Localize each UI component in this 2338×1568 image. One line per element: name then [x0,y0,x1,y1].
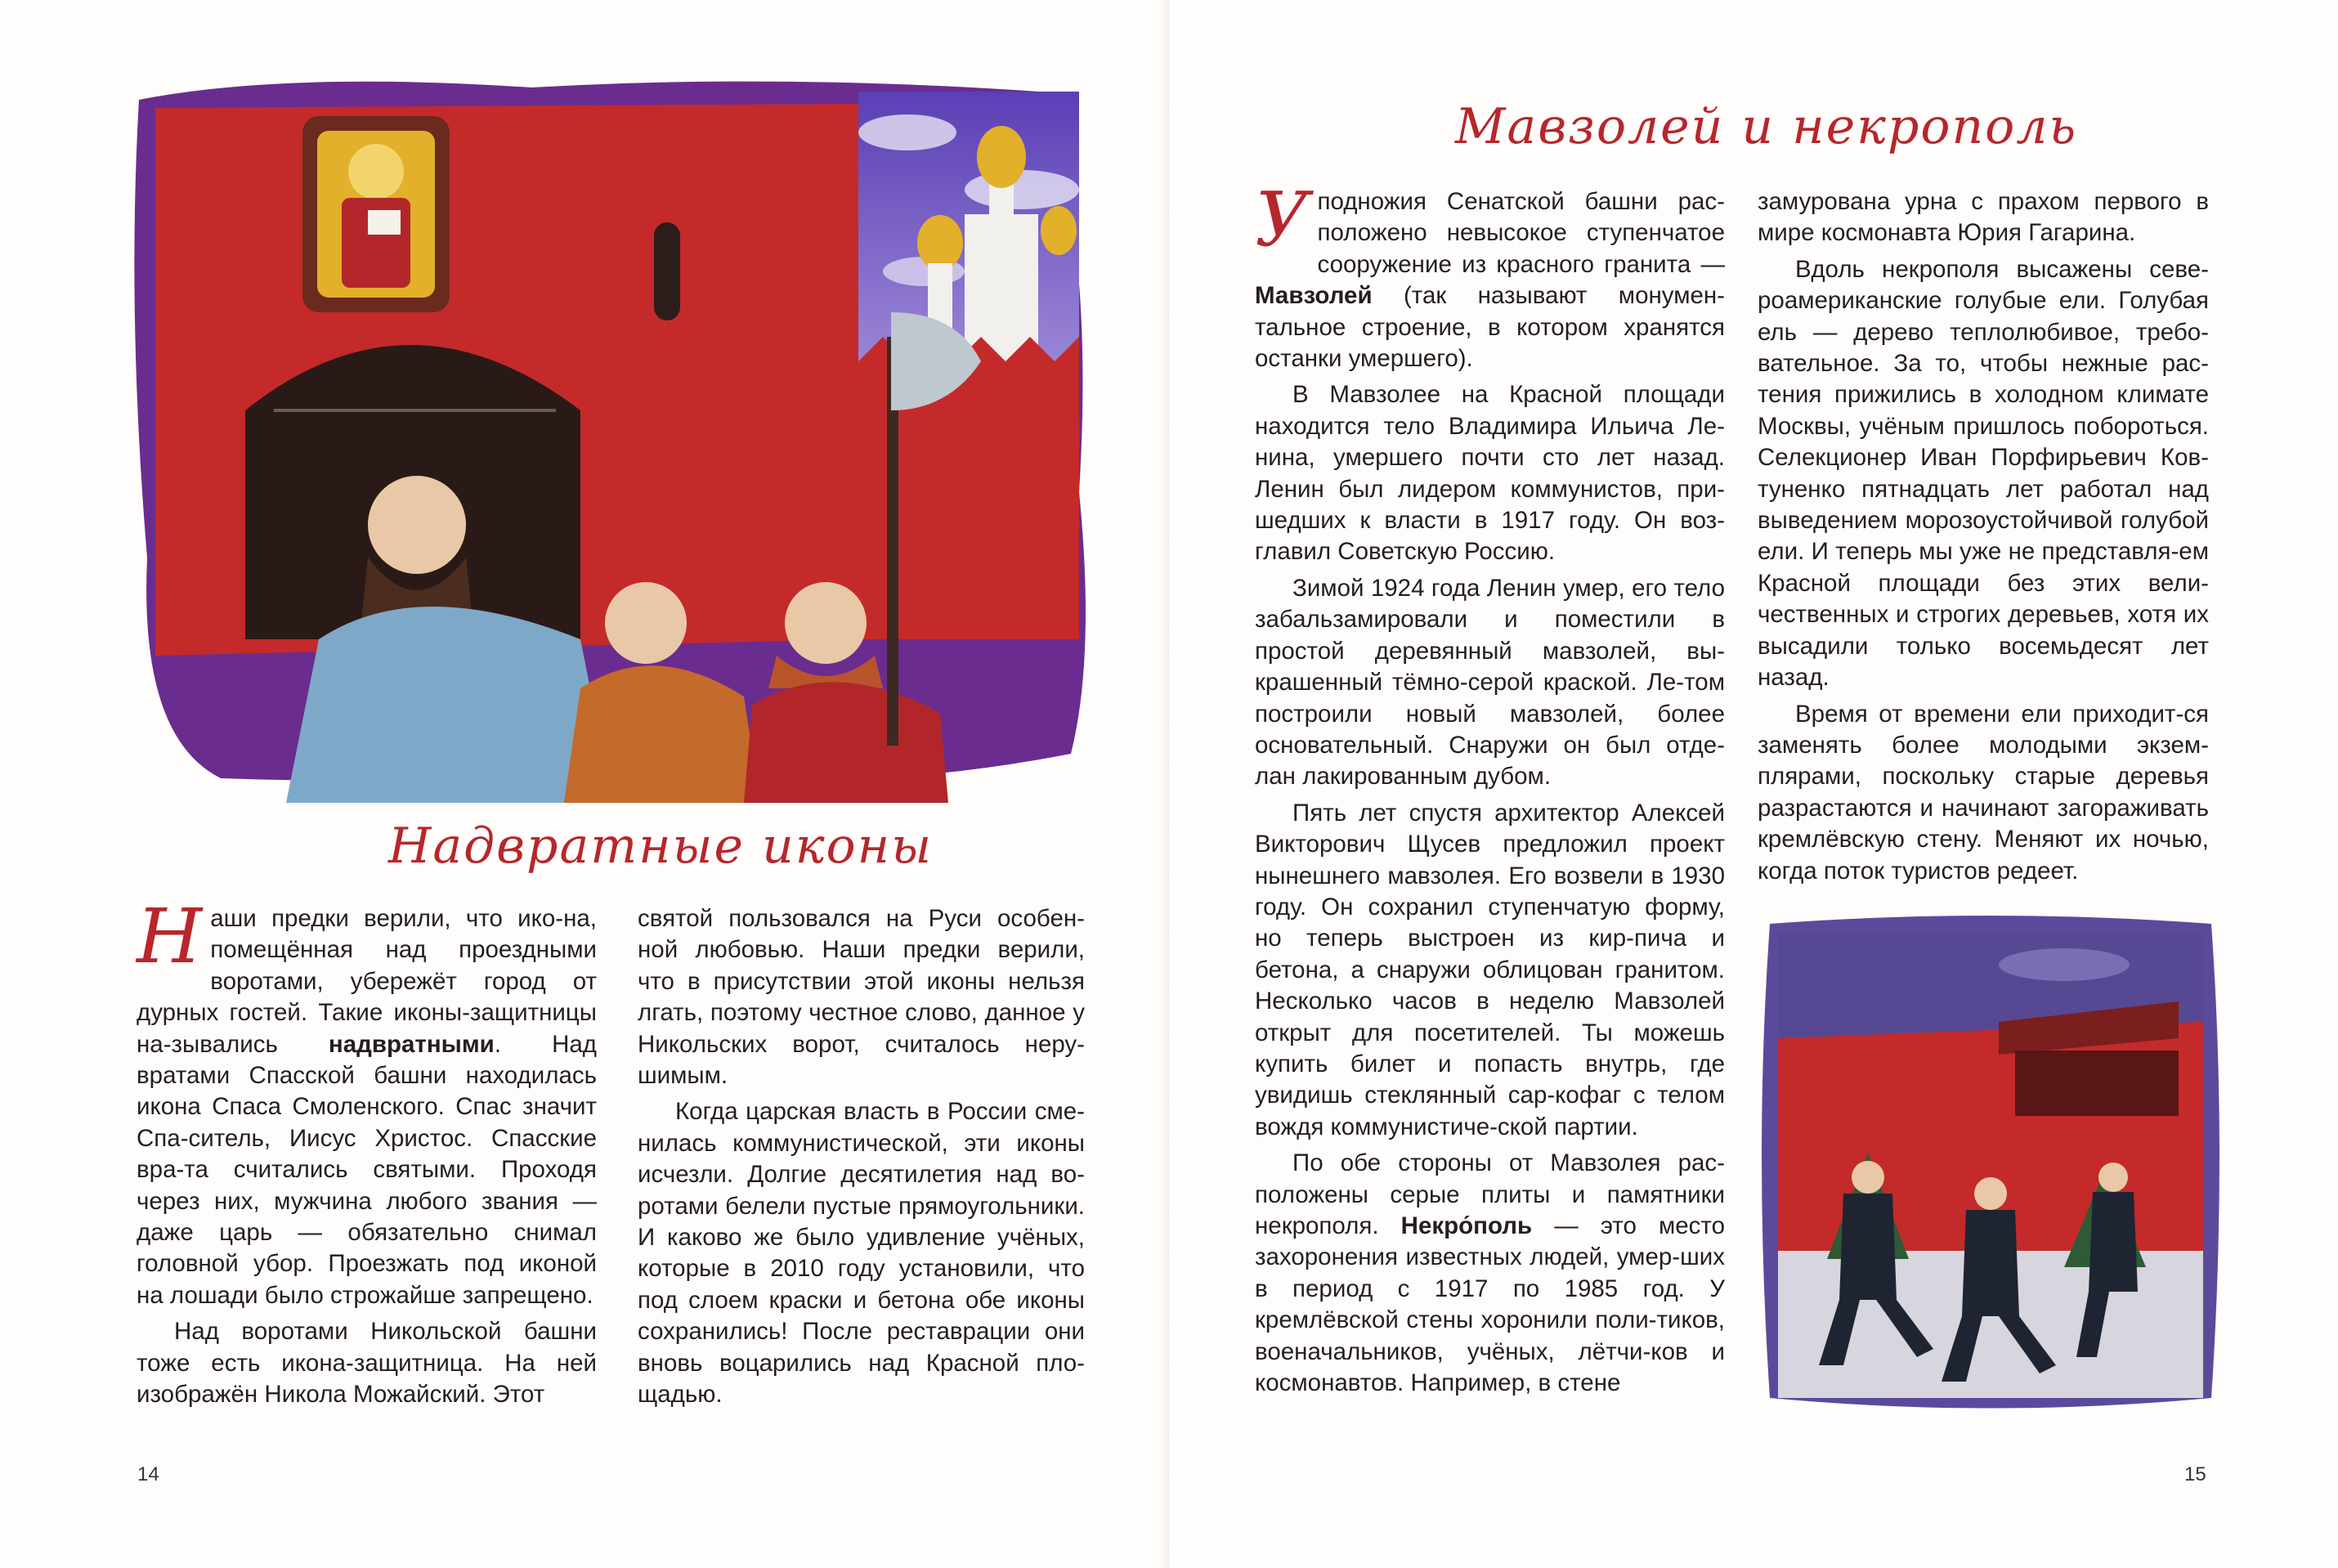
right-col2-paragraph-1: замурована урна с прахом первого в мире космонавта Юрия Гагарина. [1758,188,2209,247]
page-number-left: 14 [137,1463,159,1485]
right-page [1169,0,2338,1568]
dropcap-n: Н [137,893,203,980]
right-col2-paragraph-3: Время от времени ели приходит-ся заменять более молодыми экзем-плярами, поскольку старые деревья разрастаются и начинают загораживать кремлёвскую стену. Меняют их ночью, когда поток туристов редеет. [1758,700,2209,885]
right-column-2 [1758,186,2209,892]
left-col2-paragraph-1: святой пользовался на Руси особен-ной любовью. Наши предки верили, что в присутствии этой иконы нельзя лгать, поэтому честное слово, данное у Никольских ворот, считалось неру-шимым. [638,905,1085,1090]
left-column-2 [638,903,1085,1416]
right-col1-paragraph-1: Уподножия Сенатской башни рас-положено невысокое ступенчатое сооружение из красного гранита — Мавзолей (так называют монумен-тальное строение, в котором хранятся останки умершего). [1255,176,1725,373]
mausoleum-guards-illustration [1754,907,2228,1418]
right-column-1 [1255,176,1726,1404]
right-col1-paragraph-2: В Мавзолее на Красной площади находится тело Владимира Ильича Ле-нина, умершего почти сто лет назад. Ленин был лидером коммунистов, при-шедших к власти в 1917 году. Он воз-главил Советскую Россию. [1255,381,1725,566]
page-number-right: 15 [2184,1463,2206,1485]
gate-icon-illustration [123,67,1104,803]
right-col2-paragraph-2: Вдоль некрополя высажены севе-роамериканские голубые ели. Голубая ель — дерево теплолюбивое, требо-вательное. За то, чтобы нежные рас-тения прижились в холодном климате Москвы, учёным пришлось побороться. Селекционер Иван Порфирьевич Ков-туненко пятнадцать лет работал над выведением морозоустойчивой голубой ели. И теперь мы уже не представля-ем Красной площади без этих вели-чественных и строгих деревьев, хотя их высадили только восемьдесят лет назад. [1758,255,2209,692]
right-col1-paragraph-3: Зимой 1924 года Ленин умер, его тело забальзамировали и поместили в простой деревянный мавзолей, вы-крашенный тёмно-серой краской. Ле-том построили новый мавзолей, более основательный. Снаружи он был отде-лан лакированным дубом. [1255,574,1725,791]
left-col1-paragraph-2: Над воротами Никольской башни тоже есть икона-защитница. На ней изображён Никола Можайский. Этот [137,1318,597,1409]
left-col2-paragraph-2: Когда царская власть в России сме-нилась коммунистической, эти иконы исчезли. Долгие десятилетия над во-ротами белели пустые прямоугольники. И каково же было удивление учёных, которые в 2010 году установили, что под слоем краски и бетона обе иконы сохранились! После реставрации они вновь воцарились над Красной пло-щадью. [638,1098,1085,1409]
left-col1-paragraph-1: Наши предки верили, что ико-на, помещённая над проездными воротами, убережёт город от дурных гостей. Такие иконы-защитницы на-зывались надвратными. Над вратами Спасской башни находилась икона Спаса Смоленского. Спас значит Спа-ситель, Иисус Христос. Спасские вра-та считались святыми. Проходя через них, мужчина любого звания — даже царь — обязательно снимал головной убор. Проезжать под иконой на лошади было строжайше запрещено. [137,893,597,1309]
right-col1-paragraph-5: По обе стороны от Мавзолея рас-положены серые плиты и памятники некрополя. Некро́поль — это место захоронения известных людей, умер-ших в период с 1917 по 1985 год. У кремлёвской стены хоронили поли-тиков, военачальников, учёных, лётчи-ков и космонавтов. Например, в стене [1255,1149,1726,1397]
dropcap-u: У [1255,176,1310,263]
left-heading: Надвратные иконы [388,818,934,875]
left-column-1 [137,893,597,1416]
right-col1-paragraph-4: Пять лет спустя архитектор Алексей Викторович Щусев предложил проект нынешнего мавзолея. Его возвели в 1930 году. Он сохранил ступенчатую форму, но теперь выстроен из кир-пича и бетона, а снаружи облицован гранитом. Несколько часов в неделю Мавзолей открыт для посетителей. Ты можешь купить билет и попасть внутрь, где увидишь стеклянный сар-кофаг с телом вождя коммунистиче-ской партии. [1255,799,1725,1140]
right-heading: Мавзолей и некрополь [1455,98,2078,155]
